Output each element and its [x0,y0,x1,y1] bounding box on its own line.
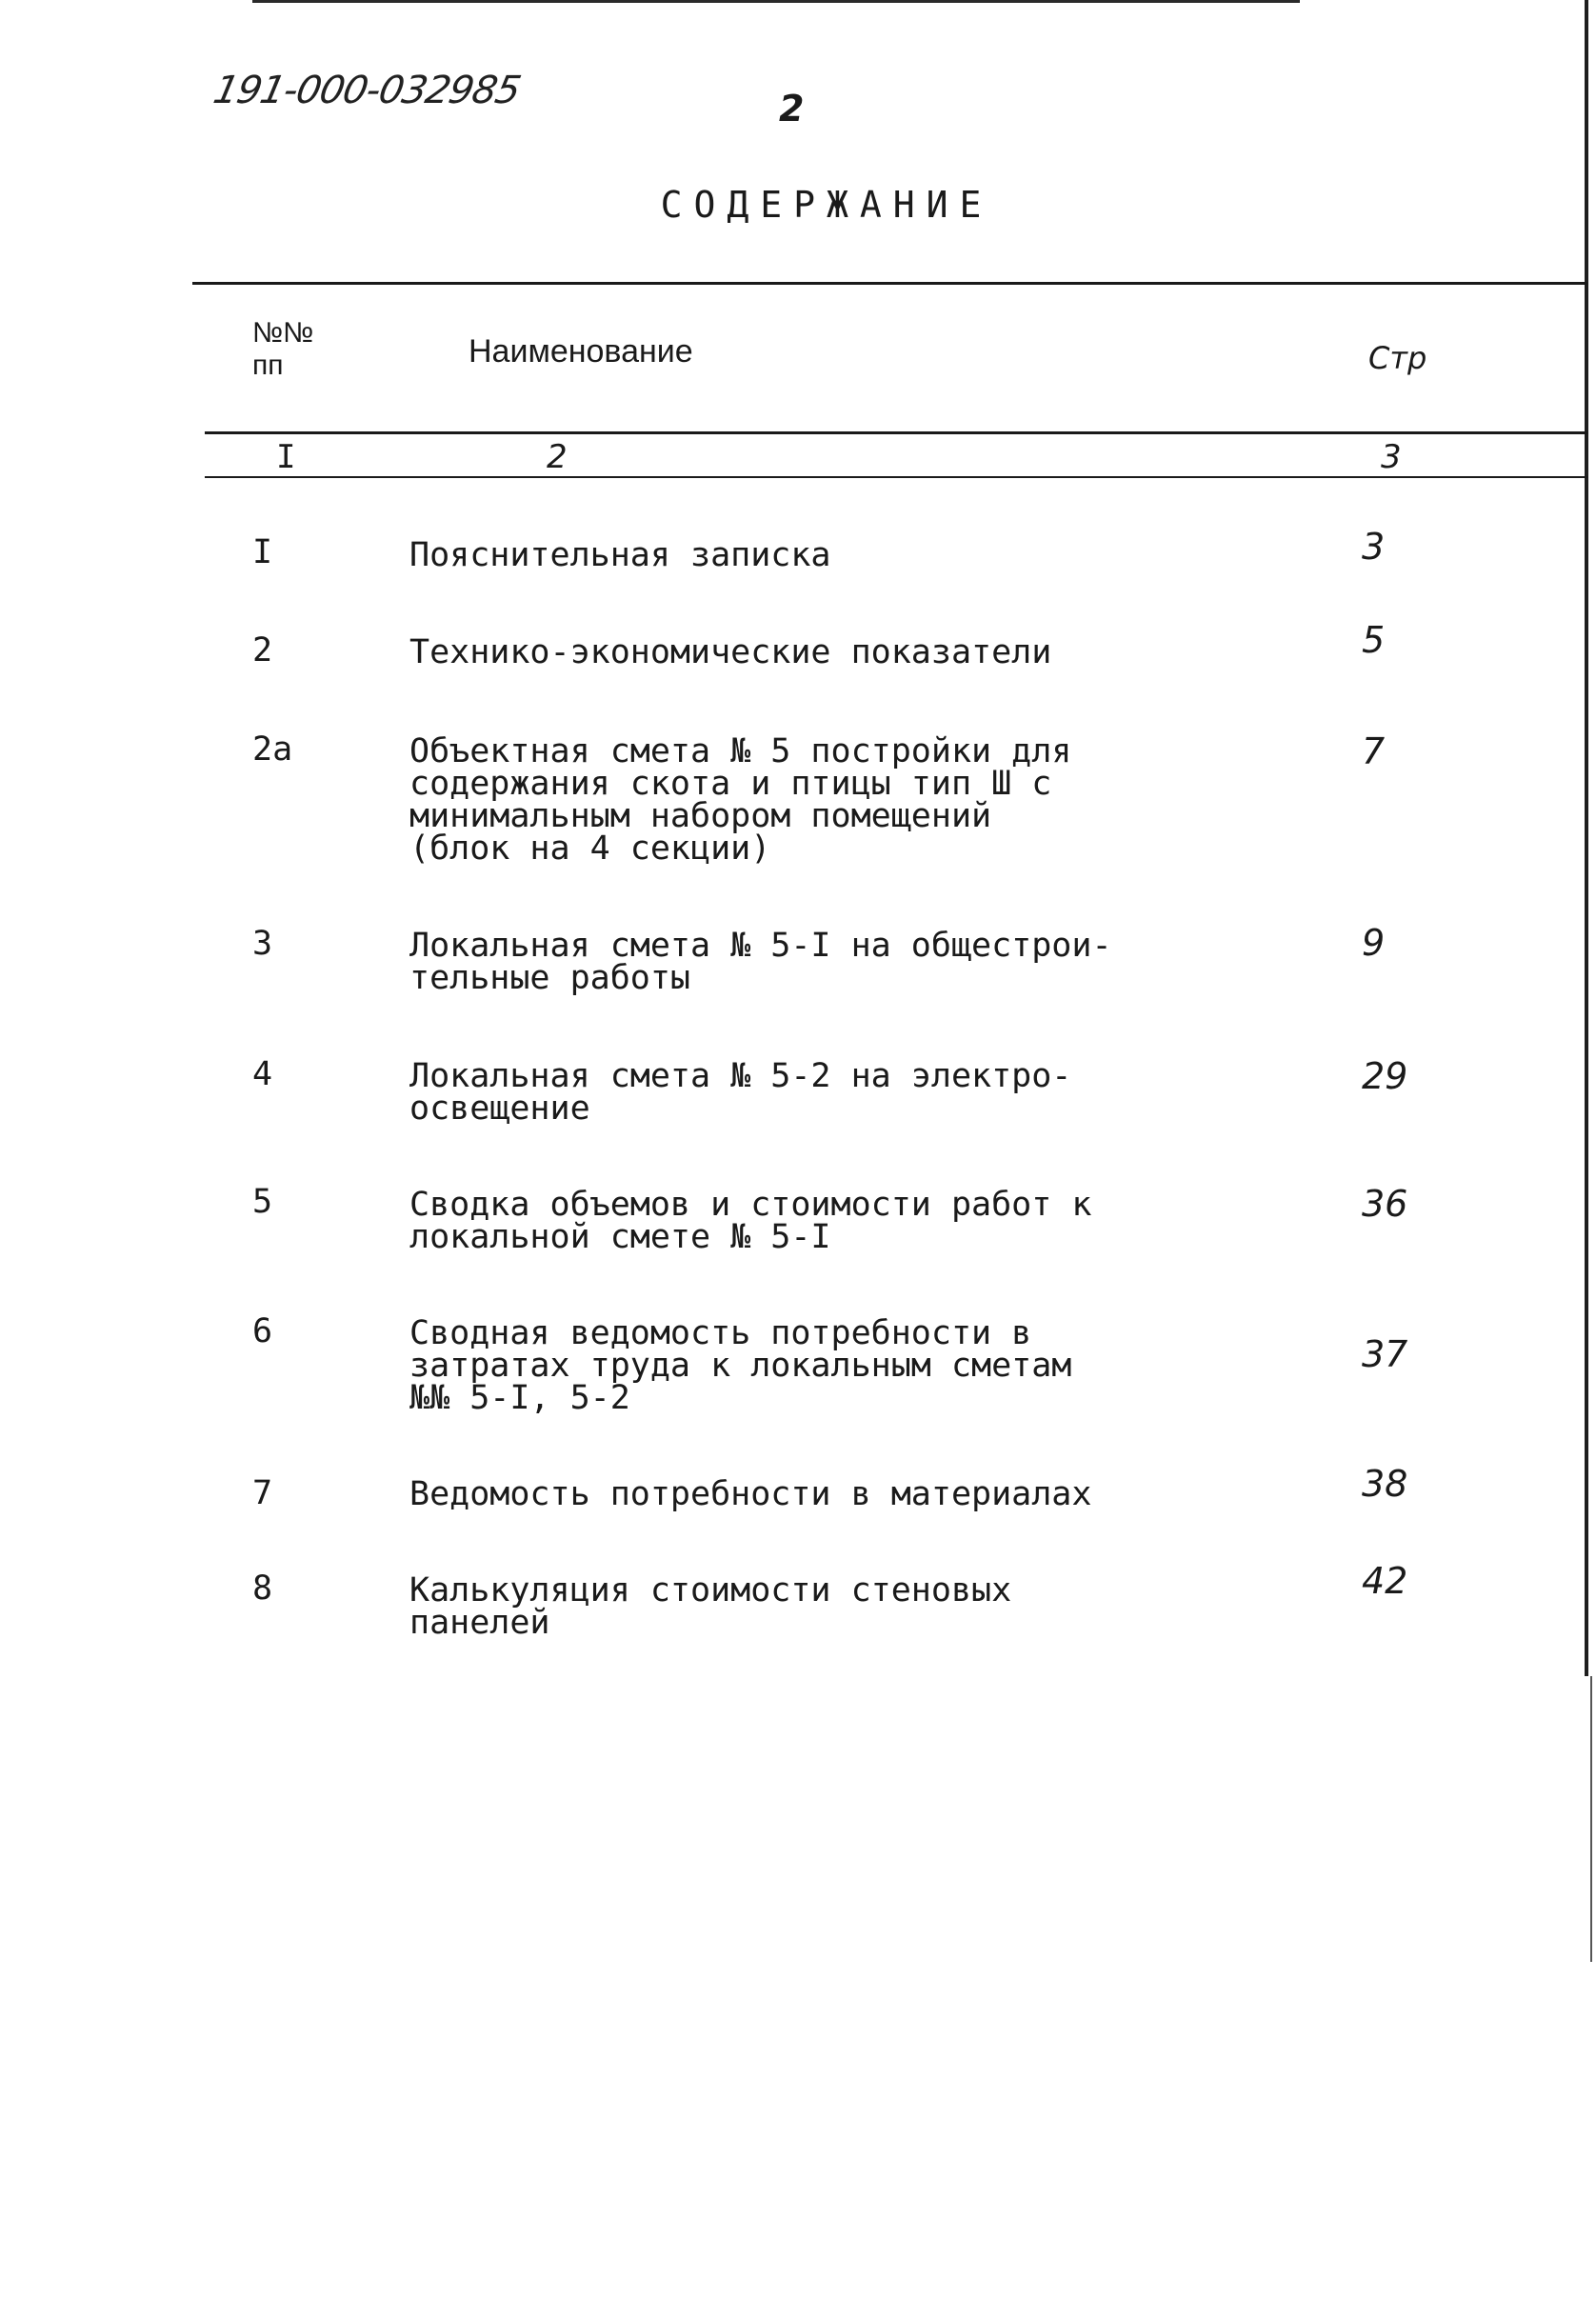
row-number: 8 [252,1569,273,1608]
page-number: 2 [779,88,805,130]
row-title: Локальная смета № 5-I на общестрои- тельные работы [409,927,1112,997]
column-header-number: №№ пп [252,317,314,381]
row-number: I [252,533,273,571]
row-title: Калькуляция стоимости стеновых панелей [409,1571,1012,1642]
row-page: 9 [1362,922,1386,964]
page-title: СОДЕРЖАНИЕ [660,184,993,226]
row-number: 3 [252,925,273,963]
row-title: Пояснительная записка [409,536,831,574]
row-number: 6 [252,1312,273,1350]
row-number: 7 [252,1474,273,1512]
row-title: Объектная смета № 5 постройки для содержания скота и птицы тип Ш с минимальным набором помещений (блок на 4 секции) [409,732,1072,868]
row-page: 42 [1362,1560,1408,1602]
row-number: 2а [252,730,293,769]
row-page: 36 [1362,1183,1408,1225]
table-rule-top [192,282,1588,285]
row-page: 37 [1362,1333,1408,1375]
scan-edge-right [1585,0,1588,1676]
row-page: 3 [1362,526,1386,568]
row-page: 7 [1362,730,1386,772]
column-header-name: Наименование [469,333,693,370]
row-title: Сводная ведомость потребности в затратах труда к локальным сметам №№ 5-I, 5-2 [409,1314,1072,1417]
column-number-3: 3 [1381,438,1402,476]
column-number-2: 2 [547,438,568,476]
row-number: 5 [252,1183,273,1221]
scan-edge-top [252,0,1300,3]
column-header-page: Стр [1368,340,1427,376]
row-page: 38 [1362,1463,1408,1505]
row-title: Сводка объемов и стоимости работ к локальной смете № 5-I [409,1186,1092,1256]
row-title: Технико-экономические показатели [409,633,1052,671]
row-page: 5 [1362,619,1386,661]
row-title: Ведомость потребности в материалах [409,1475,1092,1513]
column-number-1: I [276,438,296,476]
scan-edge-right-lower [1590,1676,1592,1962]
row-number: 2 [252,631,273,670]
row-page: 29 [1362,1055,1408,1097]
row-number: 4 [252,1055,273,1093]
handwritten-doc-number: 191-000-032985 [209,69,525,112]
table-rule-bottom [205,476,1588,478]
row-title: Локальная смета № 5-2 на электро- освещение [409,1057,1072,1128]
table-rule-middle [205,431,1588,434]
